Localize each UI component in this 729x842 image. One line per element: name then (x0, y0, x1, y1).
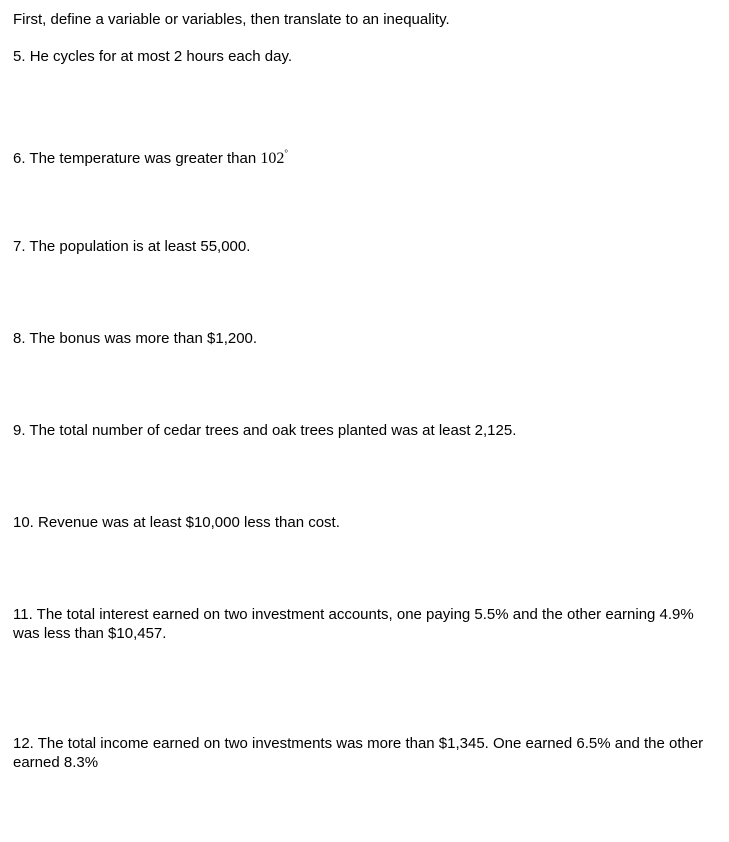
problem-number: 7. (13, 238, 26, 255)
problem-text: He cycles for at most 2 hours each day. (29, 48, 293, 65)
problem-7 (13, 237, 705, 256)
problem-number: 10. (13, 514, 34, 531)
problem-number: 12. (13, 735, 34, 752)
problem-text: The total interest earned on two investment accounts, one paying 5.5% and the other earning 4.9% was less than $10,457. (13, 606, 694, 642)
instructions-text: First, define a variable or variables, then translate to an inequality. (13, 11, 450, 28)
problem-number: 6. (13, 150, 26, 167)
problem-text: The total number of cedar trees and oak trees planted was at least 2,125. (29, 422, 517, 439)
problem-number: 9. (13, 422, 26, 439)
temperature-value: 102 (260, 150, 285, 167)
problem-8 (13, 329, 705, 348)
problem-11 (13, 605, 705, 643)
problem-text: Revenue was at least $10,000 less than cost. (38, 514, 340, 531)
problem-text: The bonus was more than $1,200. (29, 330, 258, 347)
problem-number: 11. (13, 606, 33, 623)
problem-number: 8. (13, 330, 26, 347)
problem-10 (13, 513, 705, 532)
problem-text: The population is at least 55,000. (29, 238, 251, 255)
degree-symbol: ° (284, 148, 288, 158)
problem-number: 5. (13, 48, 26, 65)
problem-6 (13, 144, 705, 168)
problem-5 (13, 47, 705, 66)
problem-12 (13, 734, 705, 772)
problem-9 (13, 421, 705, 440)
problem-text: The temperature was greater than (29, 150, 257, 167)
problem-text: The total income earned on two investments was more than $1,345. One earned 6.5% and the other earned 8.3% (13, 735, 704, 771)
